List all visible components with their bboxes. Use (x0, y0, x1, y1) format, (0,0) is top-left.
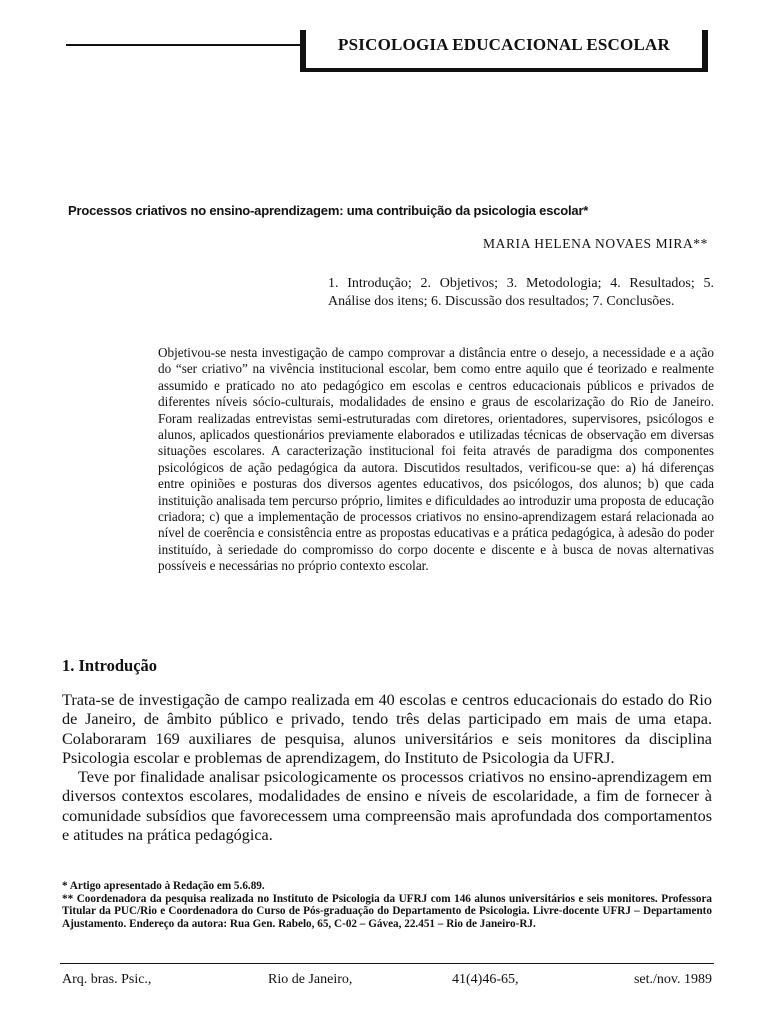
section-body (62, 691, 712, 845)
article-title: Processos criativos no ensino-aprendizagem: uma contribuição da psicologia escolar* (68, 203, 589, 218)
paragraph: Trata-se de investigação de campo realizada em 40 escolas e centros educacionais do estado do Rio de Janeiro, de âmbito público e privado, tendo três delas participado em mais de uma etapa. Colaboraram 169 auxiliares de pesquisa, alunos universitários e seis monitores da disciplina Psicologia escolar e problemas de aprendizagem, do Instituto de Psicologia da UFRJ. (62, 691, 712, 767)
abstract: Objetivou-se nesta investigação de campo comprovar a distância entre o desejo, a necessidade e a ação do “ser criativo” na vivência institucional escolar, bem como entre aquilo que é teorizado e realmente assumido e praticado no ato pedagógico em escolas e centros educacionais públicos e privados de diferentes níveis sócio-culturais, modalidades de ensino e graus de escolarização do Rio de Janeiro. Foram realizadas entrevistas semi-estruturadas com diretores, orientadores, supervisores, psicólogos e alunos, aplicados questionários previamente elaborados e utilizadas técnicas de observação em diversas situações escolares. A caracterização institucional foi feita através de paradigma dos componentes psicológicos de ação pedagógica da autora. Discutidos resultados, verificou-se que: a) há diferenças entre opiniões e posturas dos diversos agentes educativos, dos psicólogos, dos alunos; b) que cada instituição analisada tem percurso próprio, limites e dificuldades ao introduzir uma proposta de educação criadora; c) que a implementação de processos criativos no ensino-aprendizagem estará relacionada ao nível de coerência e consistência entre as propostas educativas e a prática pedagógica, à adesão do poder instituído, à seriedade do compromisso do corpo docente e discente e à busca de novas alternativas possíveis e necessárias no próprio contexto escolar. (158, 345, 714, 574)
header-box (300, 30, 708, 72)
journal-section-title: PSICOLOGIA EDUCACIONAL ESCOLAR (338, 35, 670, 54)
paragraph: Teve por finalidade analisar psicologicamente os processos criativos no ensino-aprendizagem em diversos contextos escolares, modalidades de ensino e níveis de escolaridade, a fim de fornecer à comunidade subsídios que favorecessem uma compreensão mais aprofundada dos comportamentos e atitudes na prática pedagógica. (62, 768, 712, 845)
header-rule (66, 44, 302, 46)
footer-volume: 41(4)46-65, (452, 972, 519, 987)
footer-rule (60, 963, 714, 964)
footer-journal: Arq. bras. Psic., (62, 972, 152, 987)
section-heading-introducao: 1. Introdução (62, 656, 158, 675)
footnotes (62, 880, 712, 930)
table-of-contents: 1. Introdução; 2. Objetivos; 3. Metodologia; 4. Resultados; 5. Análise dos itens; 6. Discussão dos resultados; 7. Conclusões. (328, 276, 714, 309)
author-name: MARIA HELENA NOVAES MIRA** (483, 236, 708, 251)
footer-date: set./nov. 1989 (633, 972, 712, 987)
footnote: ** Coordenadora da pesquisa realizada no Instituto de Psicologia da UFRJ com 146 alunos universitários e seis monitores. Professora Titular da PUC/Rio e Coordenadora do Curso de Pós-graduação do Departamento de Psicologia. Livre-docente UFRJ – Departamento Ajustamento. Endereço da autora: Rua Gen. Rabelo, 65, C-02 – Gávea, 22.451 – Rio de Janeiro-RJ. (62, 892, 712, 930)
footnote: * Artigo apresentado à Redação em 5.6.89. (62, 880, 265, 892)
footer-city: Rio de Janeiro, (268, 972, 353, 987)
